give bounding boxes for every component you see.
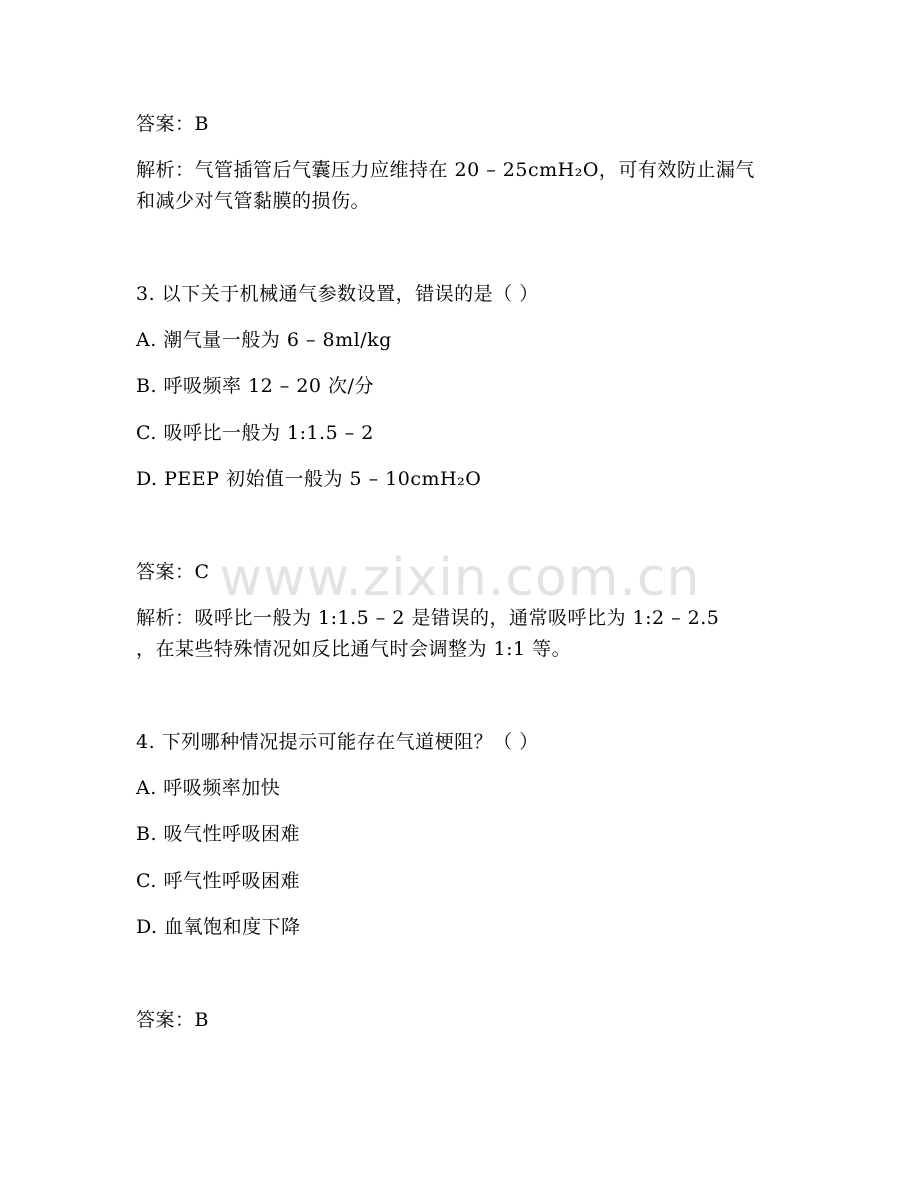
watermark: www.zixin.com.cn [219, 548, 701, 608]
q2-analysis-line2: 和减少对气管黏膜的损伤。 [136, 190, 371, 212]
q4-question: 4. 下列哪种情况提示可能存在气道梗阻？（ ） [136, 731, 539, 753]
q3-answer: 答案：C [136, 561, 210, 583]
q3-option-d: D. PEEP 初始值一般为 5 – 10cmH₂O [136, 468, 482, 490]
q4-option-d: D. 血氧饱和度下降 [136, 916, 301, 938]
q4-option-b: B. 吸气性呼吸困难 [136, 823, 301, 845]
q3-option-a: A. 潮气量一般为 6 – 8ml/kg [136, 329, 392, 351]
q4-option-c: C. 呼气性呼吸困难 [136, 870, 300, 892]
q3-option-b: B. 呼吸频率 12 – 20 次/分 [136, 375, 374, 397]
q3-option-c: C. 吸呼比一般为 1:1.5 – 2 [136, 422, 374, 444]
q3-question: 3. 以下关于机械通气参数设置，错误的是（ ） [136, 283, 539, 305]
q2-analysis-line1: 解析：气管插管后气囊压力应维持在 20 – 25cmH₂O，可有效防止漏气 [136, 159, 755, 181]
q3-analysis-line2: ，在某些特殊情况如反比通气时会调整为 1:1 等。 [136, 638, 572, 660]
q2-answer: 答案：B [136, 113, 209, 135]
q4-option-a: A. 呼吸频率加快 [136, 777, 281, 799]
q4-answer: 答案：B [136, 1009, 209, 1031]
q3-analysis-line1: 解析：吸呼比一般为 1:1.5 – 2 是错误的，通常吸呼比为 1:2 – 2.5 [136, 607, 720, 629]
